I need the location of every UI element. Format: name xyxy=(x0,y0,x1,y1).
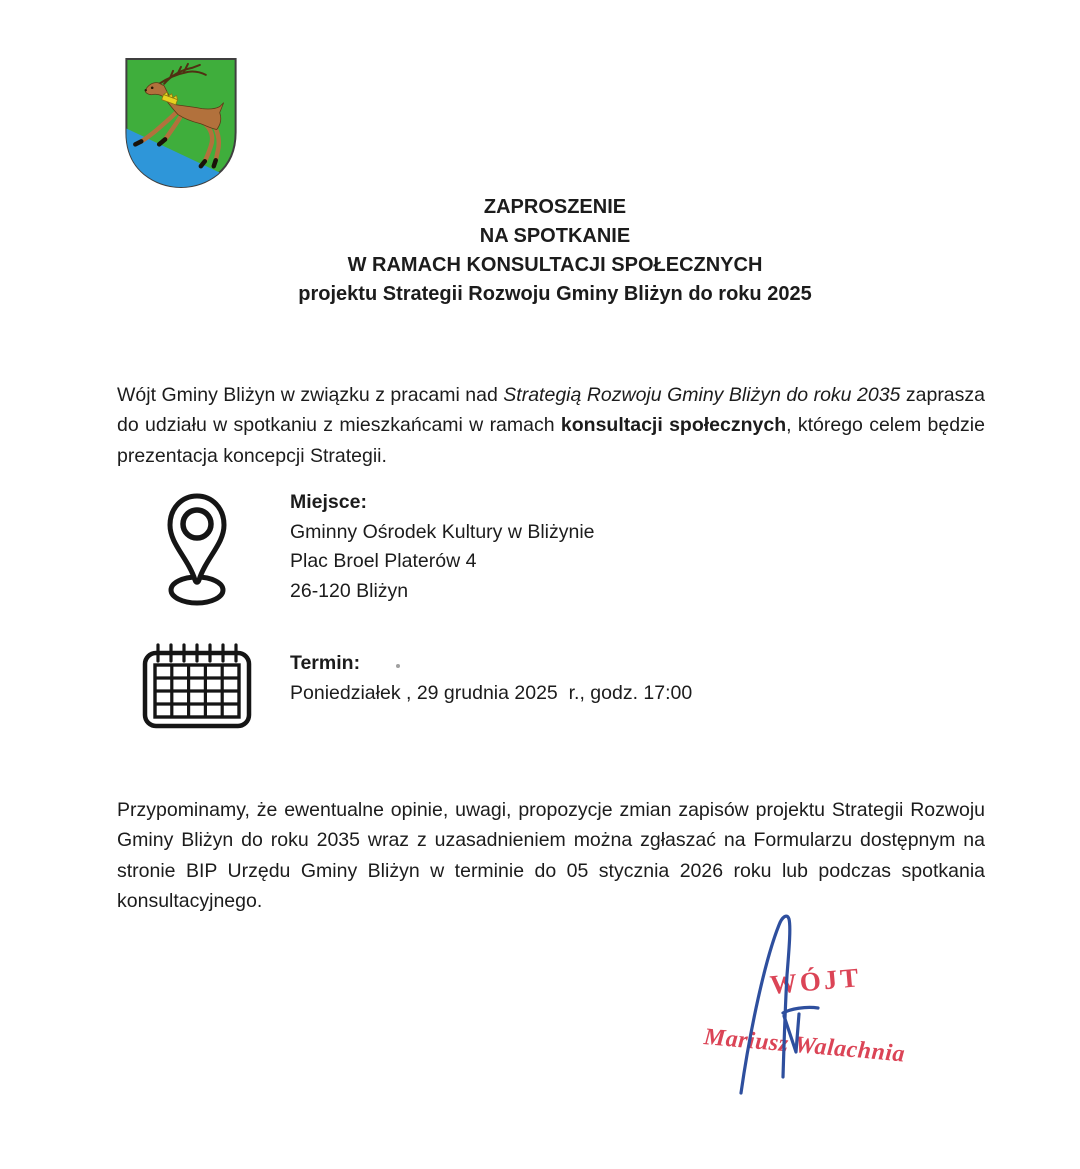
intro-text-3: , którego celem będzie prezentacja koncepcji Strategii. xyxy=(117,414,985,467)
stamp-name: Mariusz Walachnia xyxy=(702,1024,907,1068)
title-line-4: projektu Strategii Rozwoju Gminy Bliżyn do roku 2025 xyxy=(298,283,812,305)
title-line-1: ZAPROSZENIE xyxy=(483,196,627,218)
place-street: Plac Broel Platerów 4 xyxy=(290,550,477,572)
scan-speck xyxy=(396,664,400,668)
coat-of-arms-icon xyxy=(118,53,244,194)
handwritten-signature-ink xyxy=(680,900,1000,1130)
intro-bold-phrase: konsultacji społecznych xyxy=(560,414,787,436)
stamp-title: WÓJT xyxy=(768,962,863,1000)
document-title xyxy=(30,193,1080,309)
place-venue: Gminny Ośrodek Kultury w Bliżynie xyxy=(290,520,595,543)
intro-paragraph xyxy=(117,380,985,472)
intro-text-2: zaprasza do udziału w spotkaniu z mieszkańcami w ramach xyxy=(117,383,985,436)
title-line-2: NA SPOTKANIE xyxy=(479,225,631,247)
intro-italic-phrase: Strategią Rozwoju Gminy Bliżyn do roku 2035 xyxy=(503,383,901,406)
map-pin-icon xyxy=(160,492,234,606)
date-block xyxy=(290,648,692,708)
date-label: Termin: xyxy=(290,652,361,674)
signature-area xyxy=(680,900,1000,1130)
closing-paragraph: Przypominamy, że ewentualne opinie, uwagi, propozycje zmian zapisów projektu Strategii Rozwoju Gminy Bliżyn do roku 2035 wraz z uzasadnieniem można zgłaszać na Formularzu dostępnym na stronie BIP Urzędu Gminy Bliżyn w terminie do 05 stycznia 2026 roku lub podczas spotkania konsultacyjnego. xyxy=(117,798,985,912)
calendar-icon xyxy=(142,641,252,729)
place-block xyxy=(290,488,595,606)
place-postal-city: 26-120 Bliżyn xyxy=(290,579,409,602)
intro-text-1: Wójt Gminy Bliżyn w związku z pracami nad xyxy=(117,383,504,406)
date-value: Poniedziałek , 29 grudnia 2025 r., godz. 17:00 xyxy=(290,682,693,704)
title-line-3: W RAMACH KONSULTACJI SPOŁECZNYCH xyxy=(347,254,763,276)
place-label: Miejsce: xyxy=(290,491,367,513)
